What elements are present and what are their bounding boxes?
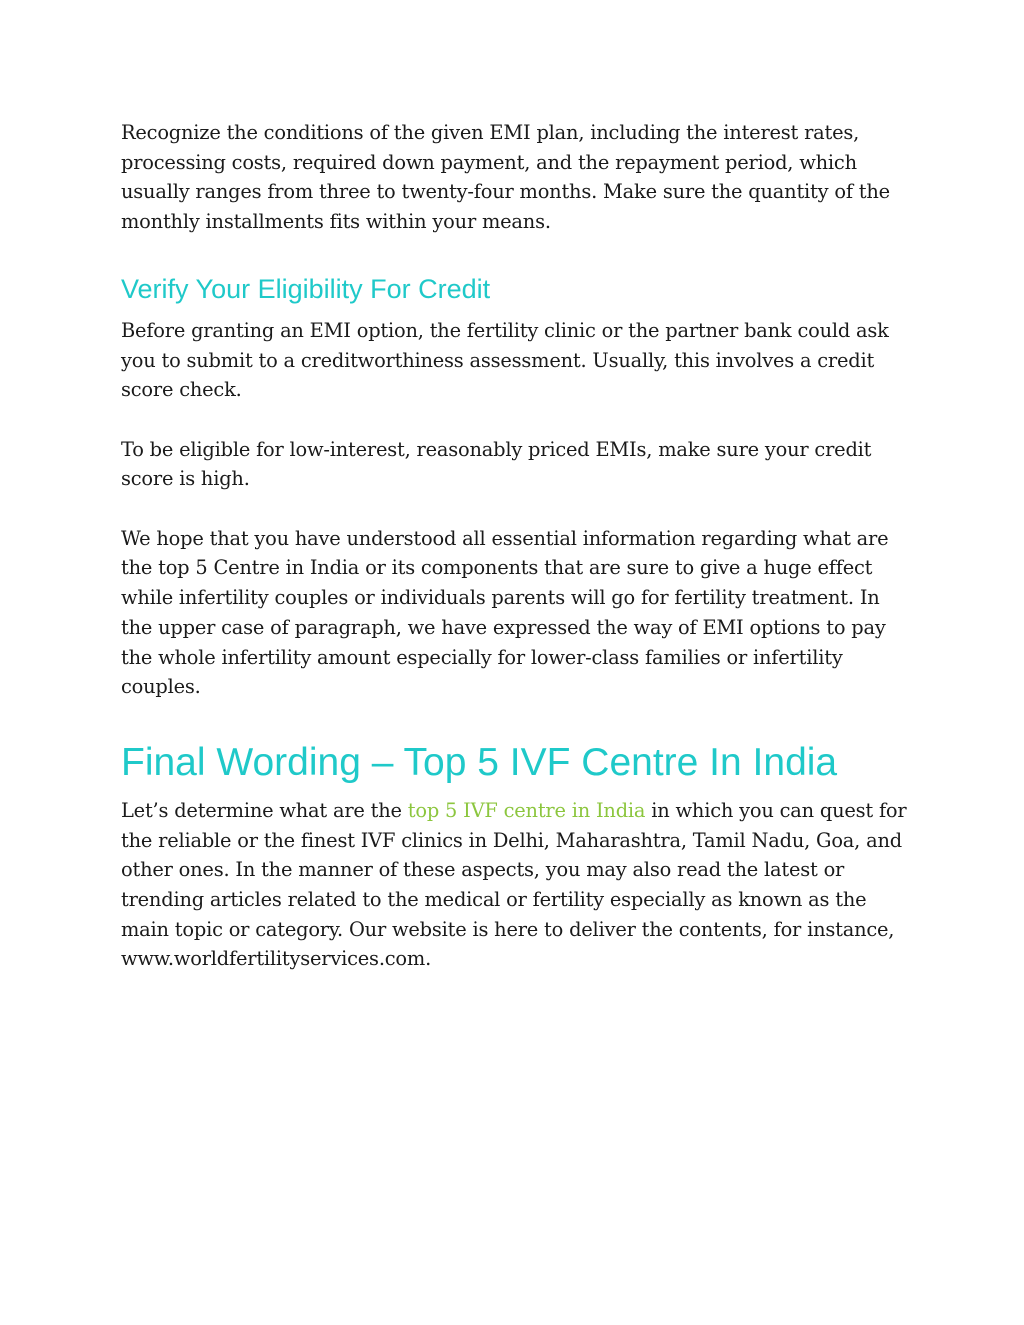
final-wording-heading: Final Wording – Top 5 IVF Centre In India: [121, 740, 838, 784]
eligibility-paragraph-1: Before granting an EMI option, the fertility clinic or the partner bank could ask you to submit to a creditworthiness assessment. Usually, this involves a credit score check.: [121, 318, 889, 402]
document-page: [121, 118, 911, 974]
eligibility-paragraph-2: To be eligible for low-interest, reasonably priced EMIs, make sure your credit score is high.: [121, 437, 872, 491]
eligibility-paragraph-3: We hope that you have understood all essential information regarding what are the top 5 Centre in India or its components that are sure to give a huge effect while infertility couples or individuals parents will go for fertility treatment. In the upper case of paragraph, we have expressed the way of EMI options to pay the whole infertility amount especially for lower-class families or infertility couples.: [121, 526, 889, 699]
final-paragraph-start: Let’s determine what are the: [121, 798, 408, 822]
eligibility-heading: Verify Your Eligibility For Credit: [121, 273, 491, 304]
intro-paragraph: Recognize the conditions of the given EMI plan, including the interest rates, processing costs, required down payment, and the repayment period, which usually ranges from three to twenty-four months. Make sure the quantity of the monthly installments fits within your means.: [121, 121, 890, 234]
ivf-centre-link[interactable]: top 5 IVF centre in India: [407, 798, 646, 822]
final-paragraph-end: in which you can quest for the reliable or the finest IVF clinics in Delhi, Maharashtra, Tamil Nadu, Goa, and other ones. In the manner of these aspects, you may also read the latest or trending articles related to the medical or fertility especially as known as the main topic or category. Our website is here to deliver the contents, for instance, www.worldfertilityservices.com.: [121, 798, 907, 971]
final-paragraph: [121, 796, 911, 974]
